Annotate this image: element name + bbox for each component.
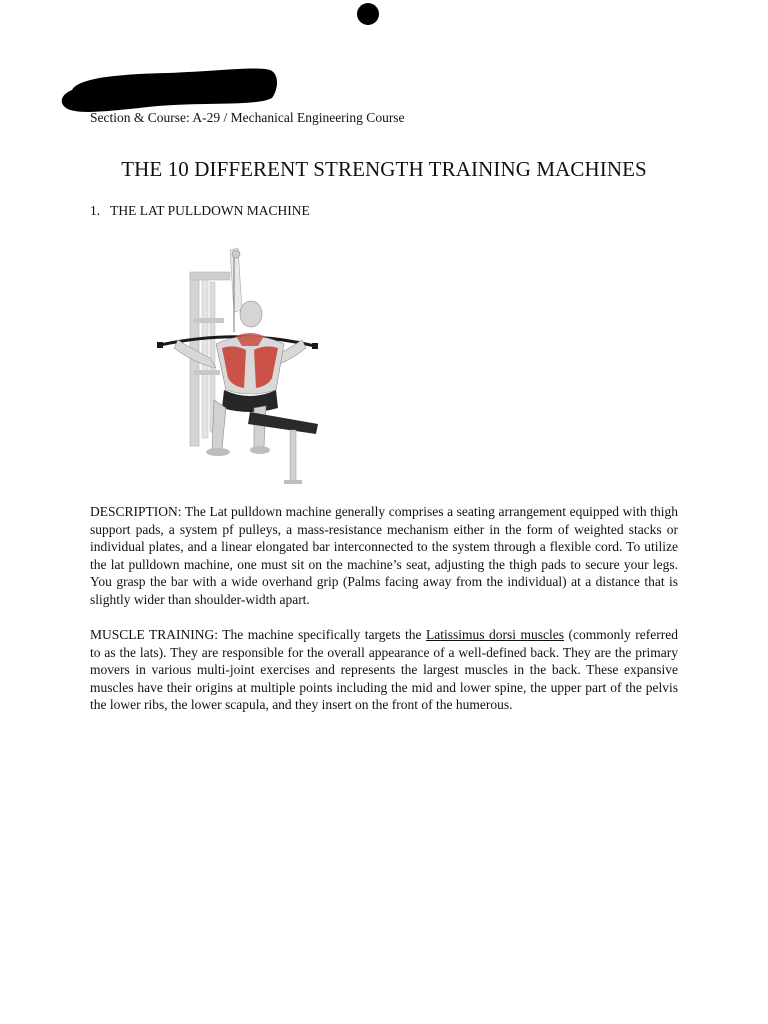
redaction-mark	[58, 60, 280, 116]
muscle-training-text-end: (commonly referred to as the lats). They are responsible for the overall appearance of a well-defined back. They are the primary movers in various multi-joint exercises and represents the largest muscles in the back. These expansive muscles have their origins at multiple points including the mid and lower spine, the upper part of the pelvis the lower ribs, the lower scapula, and they insert on the front of the humerous.	[90, 627, 678, 713]
document-title: THE 10 DIFFERENT STRENGTH TRAINING MACHINES	[121, 157, 647, 181]
latissimus-dorsi-link[interactable]: Latissimus dorsi muscles	[426, 627, 565, 642]
section-course-line: Section & Course: A-29 / Mechanical Engineering Course	[90, 110, 405, 125]
machine-1-name: THE LAT PULLDOWN MACHINE	[110, 203, 310, 218]
black-dot-mark	[357, 3, 379, 25]
machine-1-description: DESCRIPTION: The Lat pulldown machine generally comprises a seating arrangement equipped with thigh support pads, a system pf pulleys, a mass-resistance mechanism either in the form of weighted stacks or individual plates, and a linear elongated bar interconnected to the system through a flexible cord. To utilize the lat pulldown machine, one must sit on the machine’s seat, adjusting the thigh pads to secure your legs. You grasp the bar with a wide overhand grip (Palms facing away from the individual) at a distance that is slightly wider than shoulder-width apart.	[90, 504, 678, 607]
machine-1-heading	[90, 203, 310, 219]
muscle-training-text-start: MUSCLE TRAINING: The machine specifically targets the	[90, 627, 426, 642]
lat-pulldown-illustration	[150, 240, 330, 490]
machine-1-muscle-training	[90, 626, 678, 714]
machine-1-number: 1.	[90, 203, 101, 218]
